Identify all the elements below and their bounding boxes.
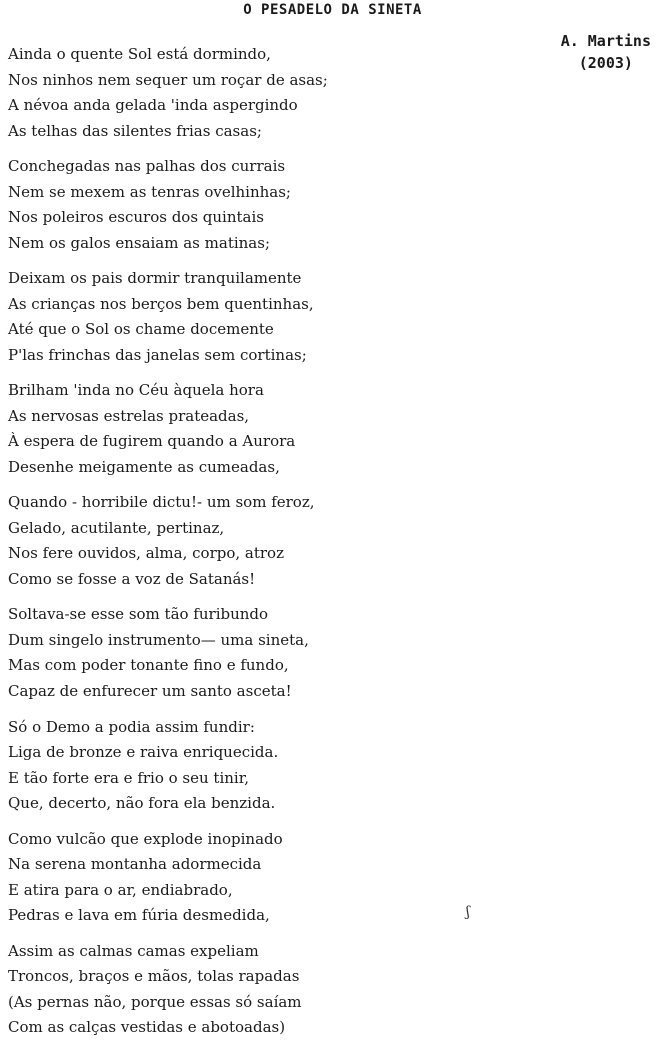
verse-line: Que, decerto, não fora ela benzida. [8,794,276,813]
verse-line: Gelado, acutilante, pertinaz, [8,518,225,537]
stanza-6 [8,602,568,704]
author-block [561,30,651,74]
verse-line: Brilham 'inda no Céu àquela hora [8,381,264,400]
verse-line: Capaz de enfurecer um santo asceta! [8,681,292,700]
verse-line: Só o Demo a podia assim fundir: [8,717,255,736]
stanza-7 [8,715,568,817]
verse-line: Nos ninhos nem sequer um roçar de asas; [8,70,328,89]
verse-line: P'las frinchas das janelas sem cortinas; [8,345,307,364]
author-year: (2003) [578,54,633,72]
verse-line: Até que o Sol os chame docemente [8,320,274,339]
verse-line: Desenhe meigamente as cumeadas, [8,457,280,476]
verse-line: Mas com poder tonante fino e fundo, [8,656,289,675]
stanza-4 [8,378,568,480]
verse-line: E atira para o ar, endiabrado, [8,880,233,899]
stanza-1 [8,42,568,144]
verse-line: Nos fere ouvidos, alma, corpo, atroz [8,544,284,563]
stanza-5 [8,490,568,592]
verse-line: Ainda o quente Sol está dormindo, [8,45,271,63]
verse-line: Com as calças vestidas e abotoadas) [8,1018,286,1037]
poem-title: O PESADELO DA SINETA [243,2,422,18]
verse-line: Dum singelo instrumento— uma sineta, [8,630,309,649]
verse-line: Nem se mexem as tenras ovelhinhas; [8,182,291,201]
verse-line: As telhas das silentes frias casas; [8,121,262,140]
stanza-8 [8,827,568,929]
scan-speck-icon: ʃ [466,904,470,920]
verse-line: À espera de fugirem quando a Aurora [8,432,296,451]
verse-line: Pedras e lava em fúria desmedida, [8,906,270,925]
verse-line: Troncos, braços e mãos, tolas rapadas [8,967,300,986]
verse-line: Soltava-se esse som tão furibundo [8,605,269,624]
verse-line: Como se fosse a voz de Satanás! [8,569,256,588]
verse-line: Deixam os pais dormir tranquilamente [8,269,302,288]
verse-line: As crianças nos berços bem quentinhas, [8,294,314,313]
verse-line: A névoa anda gelada 'inda aspergindo [8,96,298,114]
verse-line: Quando - horribile dictu!- um som feroz, [8,493,315,512]
stanza-3 [8,266,568,368]
stanza-2 [8,154,568,256]
verse-line: Como vulcão que explode inopinado [8,829,283,848]
verse-line: As nervosas estrelas prateadas, [8,406,250,425]
verse-line: Na serena montanha adormecida [8,855,262,874]
author-name: A. Martins [560,32,651,50]
verse-line: Liga de bronze e raiva enriquecida. [8,743,279,762]
poem-body [8,42,568,1041]
verse-line: Assim as calmas camas expeliam [8,941,259,960]
stanza-9 [8,939,568,1041]
verse-line: E tão forte era e frio o seu tinir, [8,768,250,787]
verse-line: (As pernas não, porque essas só saíam [8,992,302,1011]
verse-line: Nem os galos ensaiam as matinas; [8,233,270,252]
verse-line: Nos poleiros escuros dos quintais [8,208,264,227]
verse-line: Conchegadas nas palhas dos currais [8,157,286,176]
